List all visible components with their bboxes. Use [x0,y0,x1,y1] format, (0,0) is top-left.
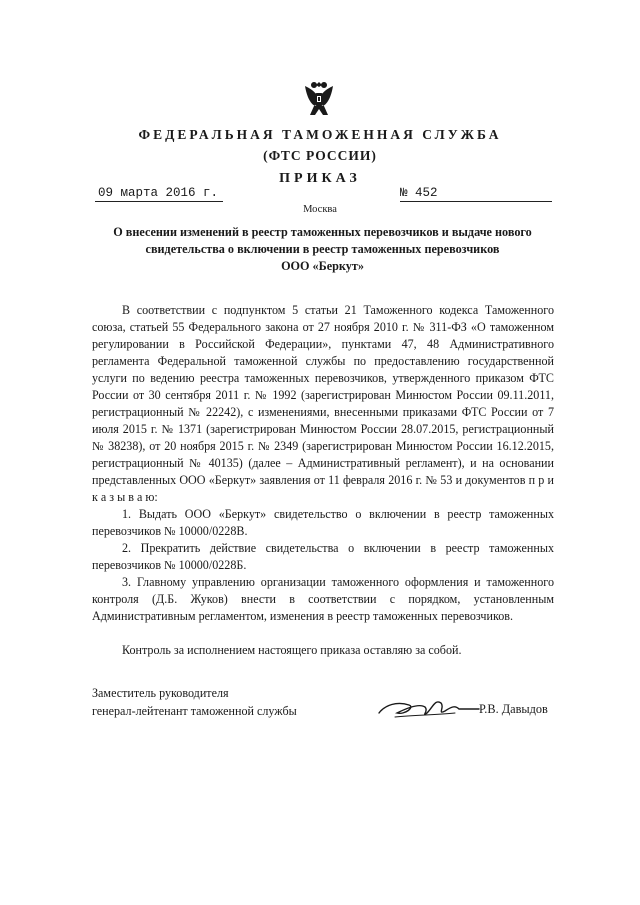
document-type-heading: ПРИКАЗ [279,171,361,186]
order-item-3: 3. Главному управлению организации таможенного оформления и таможенного контроля (Д.Б. Жуков) внести в соответствии с порядком, установленным Административным регламентом, изменения в реестр таможенных перевозчиков. [92,575,554,623]
order-item-2: 2. Прекратить действие свидетельства о включении в реестр таможенных перевозчиков № 10000/0228Б. [92,541,554,572]
coat-of-arms-emblem-icon [297,76,341,120]
agency-name: ФЕДЕРАЛЬНАЯ ТАМОЖЕННАЯ СЛУЖБА [138,127,502,142]
issue-city: Москва [303,204,337,215]
document-title [95,224,550,275]
handwritten-signature-icon [375,693,485,729]
title-line: О внесении изменений в реестр таможенных перевозчиков и выдаче нового [113,225,532,239]
position-line: Заместитель руководителя [92,686,229,700]
position-line: генерал-лейтенант таможенной службы [92,704,297,718]
order-number: № 452 [400,186,552,202]
agency-abbreviation: (ФТС РОССИИ) [263,148,377,163]
order-date: 09 марта 2016 г. [95,186,223,202]
signatory-name: Р.В. Давыдов [479,702,548,716]
preamble-paragraph: В соответствии с подпунктом 5 статьи 21 Таможенного кодекса Таможенного союза, статьей 55 Федерального закона от 27 ноября 2010 г. № 311-ФЗ «О таможенном регулировании в Российской Федерации», пунктами 47, 48 Административного регламента Федеральной таможенной службы по предоставлению государственной услуги по ведению реестра таможенных перевозчиков, утвержденного приказом ФТС России от 30 сентября 2011 г. № 1992 (зарегистрирован Минюстом России 09.11.2011, регистрационный № 22242), с изменениями, внесенными приказами ФТС России от 7 июля 2015 г. № 1371 (зарегистрирован Минюстом России 28.07.2015, регистрационный № 38238), от 20 ноября 2015 г. № 2349 (зарегистрирован Минюстом России 16.12.2015, регистрационный № 40135) (далее – Административный регламент), и на основании представленных ООО «Беркут» заявления от 11 февраля 2016 г. № 53 и документов п р и к а з ы в а ю: [92,303,554,504]
title-line: свидетельства о включении в реестр таможенных перевозчиков [145,242,500,256]
control-paragraph: Контроль за исполнением настоящего приказа оставляю за собой. [122,643,462,657]
signatory-position [92,684,297,720]
order-item-1: 1. Выдать ООО «Беркут» свидетельство о включении в реестр таможенных перевозчиков № 10000/0228В. [92,507,554,538]
title-line: ООО «Беркут» [281,259,364,273]
document-body [92,302,554,659]
